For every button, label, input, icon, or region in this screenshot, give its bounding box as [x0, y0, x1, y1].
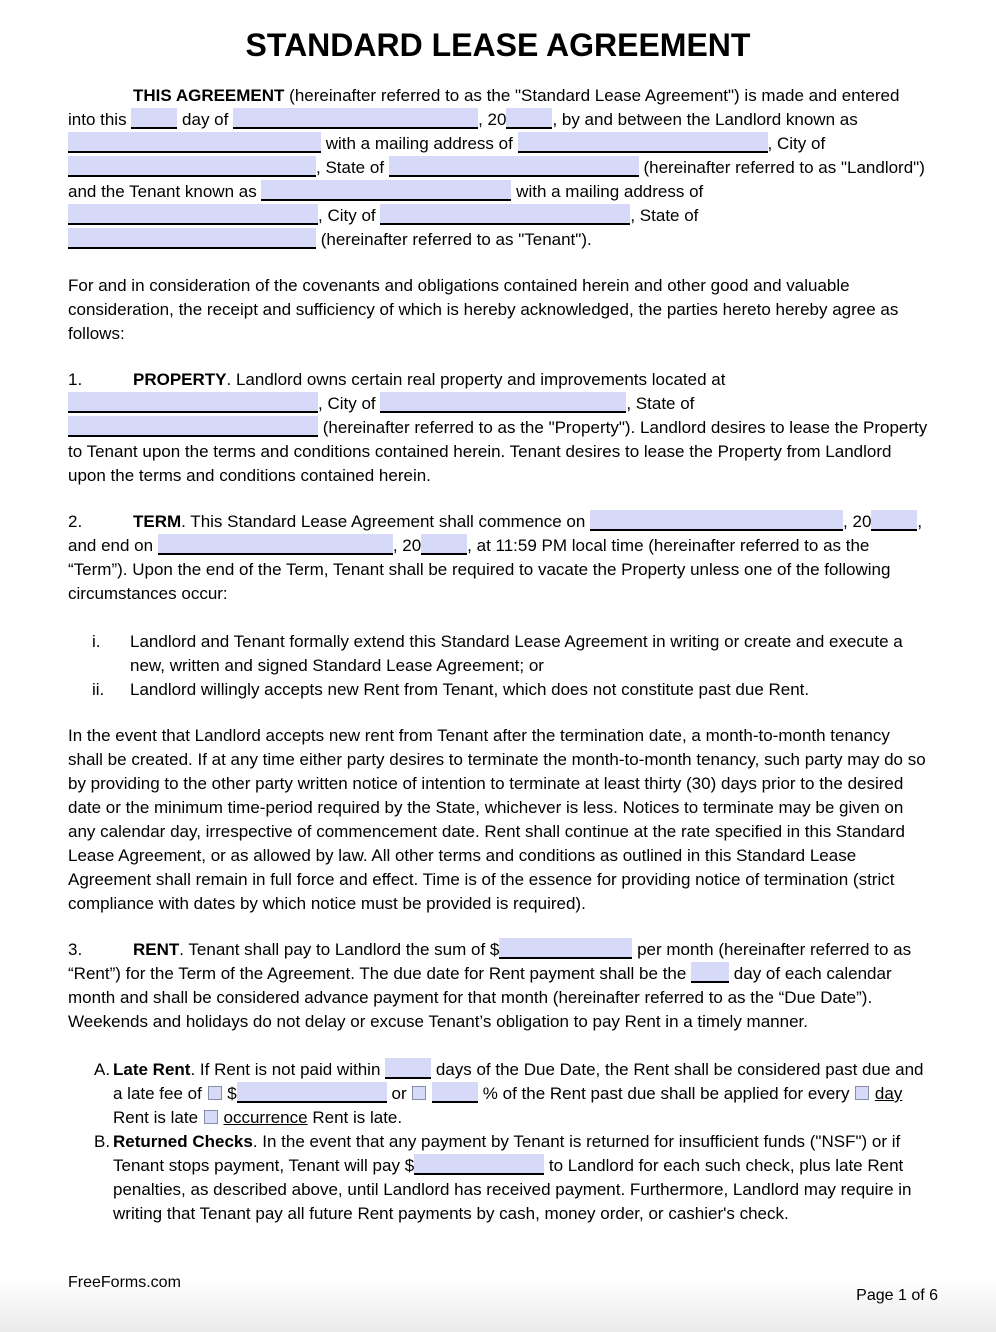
field-agreement-year[interactable]	[506, 108, 552, 129]
list-marker: ii.	[92, 680, 105, 699]
text-run: to Landlord for each such check, plus late Rent penalties, as described above, until Landlord has received payment. Furthermore, Landlord may require in writing that Tenant pay all future Rent payments by cash, money order, or cashier's check.	[113, 1156, 912, 1223]
text-run: . Tenant shall pay to Landlord the sum of $	[179, 940, 500, 959]
bold-text: Late Rent	[113, 1060, 191, 1079]
text-run: . If Rent is not paid within	[190, 1060, 386, 1079]
text-run: , City of	[318, 394, 381, 413]
section-term	[68, 510, 928, 606]
field-landlord-name[interactable]	[68, 132, 321, 153]
field-late-grace-days[interactable]	[385, 1058, 431, 1079]
text-run: $	[222, 1084, 237, 1103]
bold-text: TERM	[133, 512, 182, 531]
field-landlord-city[interactable]	[68, 156, 316, 177]
text-run: per month (hereinafter referred to as “Rent”) for the Term of the Agreement. The due date for Rent payment shall be the	[68, 940, 912, 983]
checkbox-late-fee-fixed[interactable]	[208, 1086, 222, 1100]
field-tenant-city[interactable]	[380, 204, 630, 225]
list-item	[68, 1058, 928, 1130]
field-term-start-year[interactable]	[871, 510, 917, 531]
text-run: , and end on	[68, 512, 923, 555]
list-item-body	[130, 680, 809, 699]
text-run: , 20	[392, 536, 422, 555]
document-title: STANDARD LEASE AGREEMENT	[245, 27, 751, 63]
text-run: % of the Rent past due shall be applied for every	[478, 1084, 855, 1103]
section-number: 2.	[68, 512, 83, 531]
field-property-state[interactable]	[68, 416, 318, 437]
text-run: , 20	[843, 512, 872, 531]
text-run: day of each calendar month and shall be considered advance payment for that month (hereinafter referred to as the “Due Date”). Weekends and holidays do not delay or excuse Tenant’s obligation to pay Rent in a timely manner.	[68, 964, 892, 1031]
underlined-text: day	[874, 1084, 903, 1103]
text-run: , State of	[630, 206, 699, 225]
list-item-body	[130, 632, 903, 675]
field-nsf-fee[interactable]	[414, 1154, 544, 1175]
text-run: . Landlord owns certain real property and improvements located at	[226, 370, 726, 389]
page-number: Page 1 of 6	[856, 1287, 938, 1304]
text-run: (hereinafter referred to as "Landlord") and the Tenant known as	[68, 158, 925, 201]
term-conditions-list	[68, 630, 928, 702]
text-run: , at 11:59 PM local time (hereinafter referred to as the “Term”). Upon the end of the Term, Tenant shall be required to vacate the Property unless one of the following circumstances occur:	[68, 536, 891, 603]
field-tenant-name[interactable]	[261, 180, 511, 201]
text-run: with a mailing address of	[321, 134, 518, 153]
field-agreement-day[interactable]	[131, 108, 177, 129]
field-rent-due-day[interactable]	[691, 962, 729, 983]
field-late-fee-percent[interactable]	[432, 1082, 478, 1103]
text-run: For and in consideration of the covenants and obligations contained herein and other good and valuable consideration, the receipt and sufficiency of which is hereby acknowledged, the parties hereto hereby agree as follows:	[68, 276, 899, 343]
list-item	[68, 630, 928, 678]
text-run: or	[386, 1084, 412, 1103]
field-term-end-year[interactable]	[421, 534, 467, 555]
section-number: 1.	[68, 370, 83, 389]
consideration-paragraph	[68, 274, 928, 346]
field-agreement-month[interactable]	[233, 108, 478, 129]
checkbox-per-day[interactable]	[855, 1086, 869, 1100]
field-property-city[interactable]	[380, 392, 626, 413]
section-rent	[68, 938, 928, 1034]
field-tenant-address[interactable]	[68, 204, 318, 225]
section-number: 3.	[68, 940, 83, 959]
field-term-end-date[interactable]	[158, 534, 393, 555]
text-run: . In the event that any payment by Tenant is returned for insufficient funds ("NSF") or if Tenant stops payment, Tenant will pay $	[113, 1132, 901, 1175]
text-run: , 20	[478, 110, 507, 129]
list-item	[68, 678, 928, 702]
text-run: Landlord willingly accepts new Rent from Tenant, which does not constitute past due Rent.	[130, 680, 810, 699]
list-item-body	[113, 1060, 924, 1127]
list-marker: B.	[94, 1132, 111, 1151]
list-marker: A.	[94, 1060, 111, 1079]
text-run: (hereinafter referred to as "Tenant").	[316, 230, 592, 249]
text-run: , State of	[316, 158, 389, 177]
footer-brand: FreeForms.com	[68, 1274, 181, 1291]
text-run: Rent is late.	[307, 1108, 403, 1127]
text-run: Rent is late	[113, 1108, 203, 1127]
section-property	[68, 368, 928, 488]
field-tenant-state[interactable]	[68, 228, 316, 249]
field-late-fee-amount[interactable]	[237, 1082, 387, 1103]
field-term-start-date[interactable]	[590, 510, 843, 531]
text-run: (hereinafter referred to as the "Property"). Landlord desires to lease the Property to Tenant upon the terms and conditions contained herein. Tenant desires to lease the Property from Landlord upon the terms and conditions contained herein.	[68, 418, 928, 485]
field-landlord-state[interactable]	[389, 156, 639, 177]
text-run: Landlord and Tenant formally extend this Standard Lease Agreement in writing or create and execute a new, written and signed Standard Lease Agreement; or	[130, 632, 903, 675]
bold-text: Returned Checks	[113, 1132, 253, 1151]
checkbox-late-fee-percent[interactable]	[412, 1086, 426, 1100]
rent-subsections-list	[68, 1058, 928, 1226]
underlined-text: occurrence	[223, 1108, 308, 1127]
checkbox-per-occurrence[interactable]	[204, 1110, 218, 1124]
text-run: , State of	[626, 394, 695, 413]
list-item	[68, 1130, 928, 1226]
text-run: , City of	[318, 206, 381, 225]
text-run: with a mailing address of	[511, 182, 704, 201]
text-run: , by and between the Landlord known as	[552, 110, 858, 129]
month-to-month-paragraph	[68, 724, 928, 916]
intro-paragraph	[68, 84, 928, 252]
bold-text: PROPERTY	[133, 370, 227, 389]
list-marker: i.	[92, 632, 101, 651]
field-rent-amount[interactable]	[499, 938, 632, 959]
text-run: days of the Due Date, the Rent shall be considered past due and a late fee of	[113, 1060, 924, 1103]
text-run: In the event that Landlord accepts new rent from Tenant after the termination date, a month-to-month tenancy shall be created. If at any time either party desires to terminate the month-to-month tenancy, such party may do so by providing to the other party written notice of intention to terminate at least thirty (30) days prior to the desired date or the minimum time-period required by the State, whichever is less. Notices to terminate may be given on any calendar day, irrespective of commencement date. Rent shall continue at the rate specified in this Standard Lease Agreement, or as allowed by law. All other terms and conditions as outlined in this Standard Lease Agreement shall remain in full force and effect. Time is of the essence for providing notice of termination (strict compliance with dates by which notice must be provided is required).	[68, 726, 926, 913]
document-body	[68, 84, 928, 1226]
text-run: day of	[177, 110, 234, 129]
bold-text: THIS AGREEMENT	[133, 86, 285, 105]
bold-text: RENT	[133, 940, 180, 959]
field-landlord-address[interactable]	[518, 132, 768, 153]
field-property-address[interactable]	[68, 392, 318, 413]
text-run: . This Standard Lease Agreement shall commence on	[181, 512, 591, 531]
list-item-body	[113, 1132, 912, 1223]
text-run: (hereinafter referred to as the "Standard Lease Agreement") is made and entered into this	[68, 86, 900, 129]
text-run: , City of	[767, 134, 826, 153]
